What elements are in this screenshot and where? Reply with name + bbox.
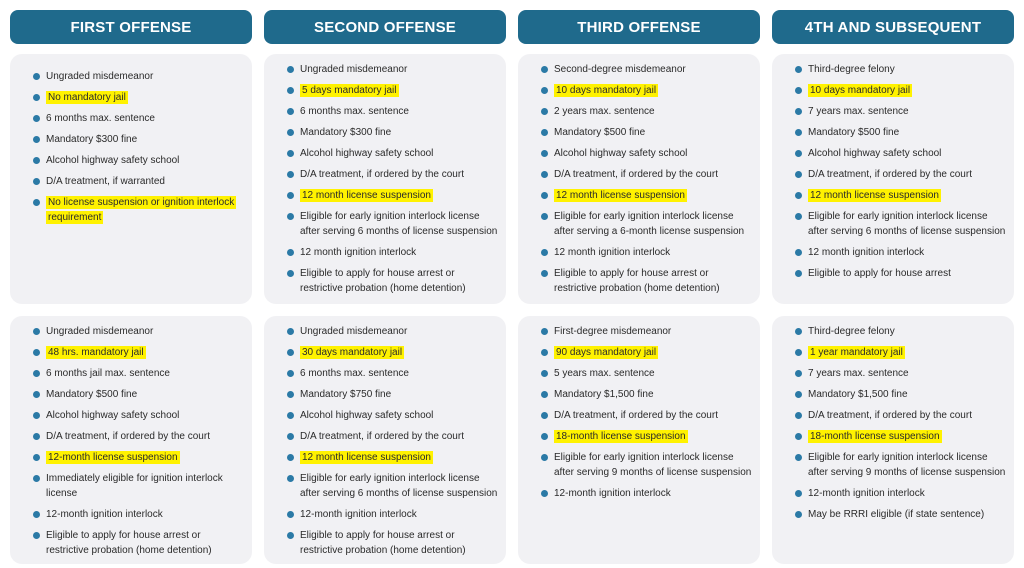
highlighted-item-text: 30 days mandatory jail bbox=[302, 347, 403, 358]
penalty-item bbox=[782, 167, 1006, 182]
penalty-item bbox=[20, 132, 244, 147]
penalty-item bbox=[782, 104, 1006, 119]
item-text: Mandatory $1,500 fine bbox=[808, 389, 908, 400]
highlighted-item-text: 18-month license suspension bbox=[556, 431, 686, 442]
highlighted-item-text: 18-month license suspension bbox=[810, 431, 940, 442]
bullet-icon bbox=[795, 370, 802, 377]
highlighted-item-text: 12-month license suspension bbox=[48, 452, 178, 463]
item-text: 12 month ignition interlock bbox=[808, 247, 925, 258]
penalty-item bbox=[274, 104, 498, 119]
penalty-item bbox=[528, 429, 752, 444]
bullet-icon bbox=[33, 511, 40, 518]
bullet-icon bbox=[287, 433, 294, 440]
penalty-item bbox=[274, 266, 498, 296]
item-text: Mandatory $500 fine bbox=[554, 127, 646, 138]
penalty-item bbox=[20, 528, 244, 558]
highlighted-item-text: 90 days mandatory jail bbox=[556, 347, 657, 358]
penalty-item bbox=[20, 324, 244, 339]
penalty-item bbox=[782, 125, 1006, 140]
item-text: Mandatory $1,500 fine bbox=[554, 389, 654, 400]
penalty-item bbox=[528, 366, 752, 381]
column-header: 4TH AND SUBSEQUENT bbox=[772, 10, 1014, 44]
penalty-item bbox=[528, 245, 752, 260]
item-text: Third-degree felony bbox=[808, 64, 895, 75]
item-text: Eligible to apply for house arrest or restrictive probation (home detention) bbox=[46, 530, 212, 556]
bullet-icon bbox=[541, 108, 548, 115]
bullet-icon bbox=[795, 454, 802, 461]
highlighted-item-text: 48 hrs. mandatory jail bbox=[48, 347, 144, 358]
item-text: Mandatory $300 fine bbox=[46, 134, 138, 145]
item-text: Mandatory $500 fine bbox=[46, 389, 138, 400]
bullet-icon bbox=[287, 213, 294, 220]
bullet-icon bbox=[287, 349, 294, 356]
penalty-item bbox=[274, 366, 498, 381]
item-text: 12-month ignition interlock bbox=[554, 488, 671, 499]
highlighted-item-text: 5 days mandatory jail bbox=[302, 85, 397, 96]
bullet-icon bbox=[541, 391, 548, 398]
item-text: Immediately eligible for ignition interlock license bbox=[46, 473, 223, 499]
item-text: Eligible for early ignition interlock license after serving 9 months of license suspension bbox=[808, 452, 1006, 478]
bullet-icon bbox=[287, 391, 294, 398]
bullet-icon bbox=[33, 475, 40, 482]
bullet-icon bbox=[33, 157, 40, 164]
bullet-icon bbox=[541, 171, 548, 178]
item-text: 12-month ignition interlock bbox=[46, 509, 163, 520]
column-header: FIRST OFFENSE bbox=[10, 10, 252, 44]
bullet-icon bbox=[795, 249, 802, 256]
penalty-card bbox=[772, 316, 1014, 564]
bullet-icon bbox=[33, 178, 40, 185]
bullet-icon bbox=[33, 532, 40, 539]
item-text: 7 years max. sentence bbox=[808, 106, 909, 117]
item-text: 5 years max. sentence bbox=[554, 368, 655, 379]
bullet-icon bbox=[795, 213, 802, 220]
item-text: 12 month ignition interlock bbox=[300, 247, 417, 258]
item-text: Eligible for early ignition interlock license after serving 6 months of license suspension bbox=[300, 211, 498, 237]
item-text: Mandatory $500 fine bbox=[808, 127, 900, 138]
bullet-icon bbox=[795, 391, 802, 398]
penalty-card bbox=[518, 316, 760, 564]
penalty-item bbox=[528, 450, 752, 480]
item-text: Alcohol highway safety school bbox=[46, 410, 180, 421]
penalty-item bbox=[528, 83, 752, 98]
bullet-icon bbox=[287, 249, 294, 256]
penalty-item bbox=[782, 408, 1006, 423]
penalty-item bbox=[274, 245, 498, 260]
penalty-item bbox=[782, 209, 1006, 239]
penalty-item bbox=[20, 153, 244, 168]
penalty-item bbox=[782, 507, 1006, 522]
item-text: Alcohol highway safety school bbox=[300, 148, 434, 159]
item-text: D/A treatment, if ordered by the court bbox=[300, 431, 464, 442]
penalty-card bbox=[264, 316, 506, 564]
penalty-item bbox=[782, 486, 1006, 501]
bullet-icon bbox=[541, 370, 548, 377]
penalty-item bbox=[20, 471, 244, 501]
bullet-icon bbox=[541, 490, 548, 497]
bullet-icon bbox=[287, 412, 294, 419]
bullet-icon bbox=[33, 370, 40, 377]
penalty-item bbox=[782, 62, 1006, 77]
item-text: Mandatory $300 fine bbox=[300, 127, 392, 138]
bullet-icon bbox=[33, 136, 40, 143]
bullet-icon bbox=[33, 454, 40, 461]
penalty-item bbox=[782, 188, 1006, 203]
penalty-item bbox=[20, 195, 244, 225]
bullet-icon bbox=[33, 73, 40, 80]
item-text: D/A treatment, if ordered by the court bbox=[46, 431, 210, 442]
item-text: D/A treatment, if ordered by the court bbox=[808, 410, 972, 421]
penalty-list bbox=[782, 54, 1006, 281]
bullet-icon bbox=[541, 213, 548, 220]
bullet-icon bbox=[33, 115, 40, 122]
bullet-icon bbox=[795, 511, 802, 518]
bullet-icon bbox=[541, 270, 548, 277]
item-text: Ungraded misdemeanor bbox=[300, 64, 408, 75]
penalty-item bbox=[20, 345, 244, 360]
bullet-icon bbox=[33, 94, 40, 101]
penalty-item bbox=[274, 62, 498, 77]
highlighted-item-text: No license suspension or ignition interlock requirement bbox=[48, 197, 235, 223]
item-text: Alcohol highway safety school bbox=[554, 148, 688, 159]
penalty-item bbox=[274, 528, 498, 558]
penalty-item bbox=[274, 408, 498, 423]
bullet-icon bbox=[287, 454, 294, 461]
item-text: D/A treatment, if ordered by the court bbox=[808, 169, 972, 180]
column-header: SECOND OFFENSE bbox=[264, 10, 506, 44]
item-text: D/A treatment, if ordered by the court bbox=[554, 169, 718, 180]
bullet-icon bbox=[287, 192, 294, 199]
penalty-list bbox=[528, 54, 752, 296]
bullet-icon bbox=[795, 433, 802, 440]
penalty-item bbox=[274, 429, 498, 444]
bullet-icon bbox=[795, 66, 802, 73]
penalty-item bbox=[274, 83, 498, 98]
penalty-card bbox=[10, 316, 252, 564]
penalty-item bbox=[782, 83, 1006, 98]
penalty-item bbox=[782, 324, 1006, 339]
penalty-item bbox=[20, 111, 244, 126]
penalty-item bbox=[274, 167, 498, 182]
item-text: Mandatory $750 fine bbox=[300, 389, 392, 400]
bullet-icon bbox=[541, 349, 548, 356]
penalty-item bbox=[274, 125, 498, 140]
bullet-icon bbox=[541, 150, 548, 157]
penalty-item bbox=[528, 408, 752, 423]
item-text: Ungraded misdemeanor bbox=[300, 326, 408, 337]
highlighted-item-text: 12 month license suspension bbox=[810, 190, 939, 201]
penalty-list bbox=[20, 316, 244, 558]
penalty-item bbox=[20, 387, 244, 402]
penalty-item bbox=[20, 429, 244, 444]
penalty-list bbox=[274, 316, 498, 558]
item-text: Eligible to apply for house arrest or restrictive probation (home detention) bbox=[554, 268, 720, 294]
bullet-icon bbox=[795, 192, 802, 199]
penalty-item bbox=[782, 450, 1006, 480]
item-text: Eligible to apply for house arrest bbox=[808, 268, 951, 279]
bullet-icon bbox=[287, 475, 294, 482]
penalty-item bbox=[528, 486, 752, 501]
penalty-item bbox=[528, 209, 752, 239]
item-text: May be RRRI eligible (if state sentence) bbox=[808, 509, 985, 520]
bullet-icon bbox=[541, 129, 548, 136]
penalty-item bbox=[782, 429, 1006, 444]
penalty-card bbox=[772, 54, 1014, 304]
bullet-icon bbox=[541, 192, 548, 199]
penalty-item bbox=[528, 125, 752, 140]
penalty-item bbox=[274, 324, 498, 339]
highlighted-item-text: 10 days mandatory jail bbox=[810, 85, 911, 96]
bullet-icon bbox=[33, 391, 40, 398]
penalty-item bbox=[20, 90, 244, 105]
bullet-icon bbox=[287, 66, 294, 73]
bullet-icon bbox=[287, 270, 294, 277]
penalty-item bbox=[528, 324, 752, 339]
penalty-list bbox=[528, 316, 752, 501]
penalty-item bbox=[274, 450, 498, 465]
column-header: THIRD OFFENSE bbox=[518, 10, 760, 44]
penalty-item bbox=[274, 146, 498, 161]
penalty-item bbox=[528, 146, 752, 161]
item-text: 6 months max. sentence bbox=[300, 106, 409, 117]
bullet-icon bbox=[795, 349, 802, 356]
bullet-icon bbox=[541, 454, 548, 461]
item-text: D/A treatment, if warranted bbox=[46, 176, 165, 187]
penalty-list bbox=[20, 54, 244, 225]
bullet-icon bbox=[287, 87, 294, 94]
penalty-card bbox=[264, 54, 506, 304]
penalty-item bbox=[274, 345, 498, 360]
item-text: Alcohol highway safety school bbox=[300, 410, 434, 421]
bullet-icon bbox=[795, 270, 802, 277]
penalty-item bbox=[20, 69, 244, 84]
item-text: D/A treatment, if ordered by the court bbox=[300, 169, 464, 180]
penalty-item bbox=[274, 387, 498, 402]
penalty-item bbox=[20, 450, 244, 465]
penalty-item bbox=[782, 245, 1006, 260]
item-text: Ungraded misdemeanor bbox=[46, 71, 154, 82]
bullet-icon bbox=[795, 171, 802, 178]
item-text: Alcohol highway safety school bbox=[46, 155, 180, 166]
item-text: 6 months jail max. sentence bbox=[46, 368, 170, 379]
item-text: Eligible for early ignition interlock license after serving 6 months of license suspension bbox=[300, 473, 498, 499]
bullet-icon bbox=[287, 108, 294, 115]
penalty-item bbox=[782, 266, 1006, 281]
bullet-icon bbox=[541, 412, 548, 419]
bullet-icon bbox=[795, 87, 802, 94]
item-text: Third-degree felony bbox=[808, 326, 895, 337]
bullet-icon bbox=[541, 87, 548, 94]
item-text: Second-degree misdemeanor bbox=[554, 64, 686, 75]
penalty-item bbox=[782, 146, 1006, 161]
penalty-item bbox=[528, 167, 752, 182]
item-text: 12 month ignition interlock bbox=[554, 247, 671, 258]
bullet-icon bbox=[33, 349, 40, 356]
highlighted-item-text: 12 month license suspension bbox=[302, 190, 431, 201]
item-text: Ungraded misdemeanor bbox=[46, 326, 154, 337]
bullet-icon bbox=[287, 150, 294, 157]
penalty-item bbox=[528, 266, 752, 296]
item-text: 6 months max. sentence bbox=[300, 368, 409, 379]
penalty-card bbox=[518, 54, 760, 304]
penalty-list bbox=[782, 316, 1006, 522]
penalty-item bbox=[20, 366, 244, 381]
penalty-item bbox=[20, 174, 244, 189]
bullet-icon bbox=[33, 433, 40, 440]
penalty-item bbox=[782, 387, 1006, 402]
bullet-icon bbox=[795, 490, 802, 497]
item-text: Eligible to apply for house arrest or restrictive probation (home detention) bbox=[300, 530, 466, 556]
bullet-icon bbox=[287, 511, 294, 518]
penalty-item bbox=[274, 209, 498, 239]
bullet-icon bbox=[795, 108, 802, 115]
bullet-icon bbox=[795, 412, 802, 419]
item-text: Eligible for early ignition interlock license after serving a 6-month license suspension bbox=[554, 211, 745, 237]
penalty-item bbox=[782, 345, 1006, 360]
item-text: Eligible for early ignition interlock license after serving 6 months of license suspension bbox=[808, 211, 1006, 237]
highlighted-item-text: 1 year mandatory jail bbox=[810, 347, 903, 358]
highlighted-item-text: No mandatory jail bbox=[48, 92, 126, 103]
penalty-item bbox=[528, 387, 752, 402]
bullet-icon bbox=[33, 412, 40, 419]
bullet-icon bbox=[795, 150, 802, 157]
bullet-icon bbox=[287, 328, 294, 335]
penalty-item bbox=[274, 507, 498, 522]
bullet-icon bbox=[541, 249, 548, 256]
bullet-icon bbox=[795, 328, 802, 335]
item-text: 7 years max. sentence bbox=[808, 368, 909, 379]
penalty-card bbox=[10, 54, 252, 304]
bullet-icon bbox=[33, 328, 40, 335]
highlighted-item-text: 12 month license suspension bbox=[556, 190, 685, 201]
item-text: Eligible for early ignition interlock license after serving 9 months of license suspension bbox=[554, 452, 752, 478]
penalty-item bbox=[528, 62, 752, 77]
penalty-item bbox=[528, 104, 752, 119]
penalty-item bbox=[782, 366, 1006, 381]
bullet-icon bbox=[287, 129, 294, 136]
penalty-item bbox=[528, 345, 752, 360]
bullet-icon bbox=[541, 66, 548, 73]
item-text: 12-month ignition interlock bbox=[300, 509, 417, 520]
item-text: 12-month ignition interlock bbox=[808, 488, 925, 499]
item-text: 2 years max. sentence bbox=[554, 106, 655, 117]
penalty-item bbox=[274, 471, 498, 501]
bullet-icon bbox=[541, 328, 548, 335]
item-text: First-degree misdemeanor bbox=[554, 326, 672, 337]
item-text: Eligible to apply for house arrest or restrictive probation (home detention) bbox=[300, 268, 466, 294]
item-text: 6 months max. sentence bbox=[46, 113, 155, 124]
penalty-item bbox=[274, 188, 498, 203]
penalty-item bbox=[20, 507, 244, 522]
penalty-list bbox=[274, 54, 498, 296]
bullet-icon bbox=[287, 532, 294, 539]
bullet-icon bbox=[33, 199, 40, 206]
item-text: D/A treatment, if ordered by the court bbox=[554, 410, 718, 421]
bullet-icon bbox=[287, 370, 294, 377]
bullet-icon bbox=[795, 129, 802, 136]
bullet-icon bbox=[287, 171, 294, 178]
penalty-item bbox=[20, 408, 244, 423]
item-text: Alcohol highway safety school bbox=[808, 148, 942, 159]
highlighted-item-text: 10 days mandatory jail bbox=[556, 85, 657, 96]
penalty-item bbox=[528, 188, 752, 203]
highlighted-item-text: 12 month license suspension bbox=[302, 452, 431, 463]
bullet-icon bbox=[541, 433, 548, 440]
